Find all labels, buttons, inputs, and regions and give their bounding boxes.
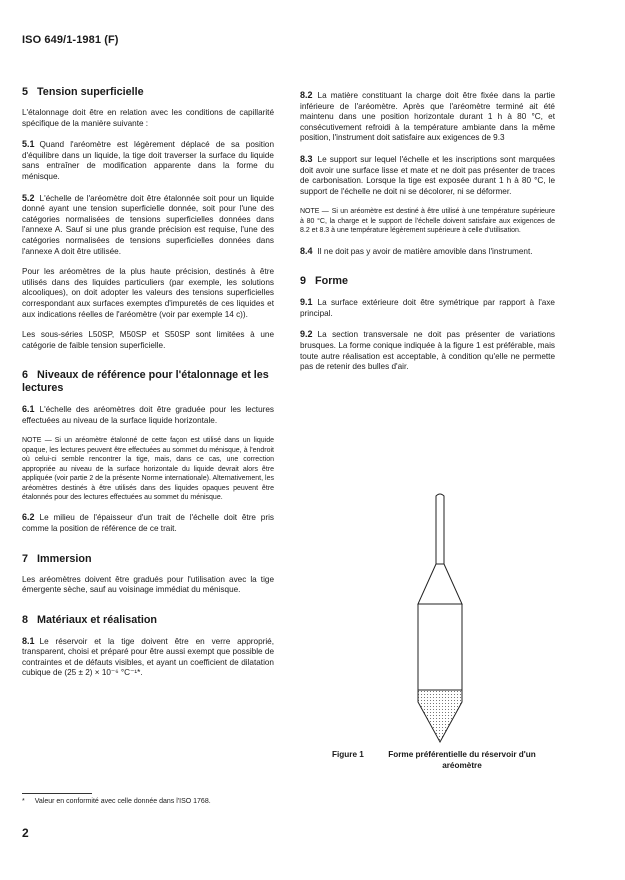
clause-text: Le support sur lequel l'échelle et les inscriptions sont marquées doit avoir une surface lisse et mate et ne doit pas présenter de traces de carbonisation. Lorsque la tige est exposée durant 1 h à 80 °C, le support de l'échelle ne doit ni se décolorer, ni se déformer. — [300, 154, 555, 196]
figure-caption-text: Forme préférentielle du réservoir d'un aréomètre — [388, 750, 536, 770]
clause-number: 8.3 — [300, 153, 313, 164]
section-title: Immersion — [37, 552, 92, 565]
clause-text: La section transversale ne doit pas présenter de variations brusques. La forme conique indiquée à la figure 1 est préférable, mais toute autre réalisation est acceptable, à condition qu'elle ne permette pas de retenir des bulles d'air. — [300, 330, 555, 372]
clause-8-4 — [300, 246, 555, 258]
footnote-text: Valeur en conformité avec celle donnée dans l'ISO 1768. — [34, 798, 211, 805]
clause-9-1 — [300, 297, 555, 319]
section-5-intro: L'étalonnage doit être en relation avec les conditions de capillarité spécifique de la manière suivante : — [22, 108, 274, 128]
section-number: 7 — [22, 552, 29, 565]
section-8-heading — [22, 614, 274, 627]
hydrometer-drawing — [405, 492, 475, 744]
note-label: NOTE — — [300, 208, 329, 216]
section-title: Tension superficielle — [37, 86, 144, 98]
clause-number: 8.4 — [300, 245, 313, 256]
clause-9-2 — [300, 329, 555, 372]
page-header: ISO 649/1-1981 (F) — [22, 34, 119, 46]
clause-text: Le réservoir et la tige doivent être en verre approprié, transparent, choisi et préparé pour être aussi exempt que possible de contraintes et de défauts visibles, et ayant un coefficient de dilatation cubique de (25 ± 2) × 10⁻⁶ °C⁻¹*. — [22, 636, 274, 678]
section-7-text: Les aréomètres doivent être gradués pour l'utilisation avec la tige émergente sèche, sauf au voisinage immédiat du ménisque. — [22, 574, 274, 595]
footnote-marker: * — [22, 798, 25, 805]
section-6-heading — [22, 369, 274, 395]
note-text: Si un aréomètre est destiné à être utilisé à une température supérieure à 80 °C, la charge et le support de l'échelle doivent satisfaire aux exigences de 8.2 et 8.3 à une température légèrement supérieure à celle d'utilisation. — [300, 208, 556, 235]
clause-6-1 — [22, 404, 274, 426]
section-number: 8 — [22, 613, 29, 626]
clause-text: Il ne doit pas y avoir de matière amovible dans l'instrument. — [317, 246, 533, 256]
clause-text: L'échelle des aréomètres doit être graduée pour les lectures effectuées au niveau de la surface liquide horizontale. — [22, 405, 274, 425]
clause-5-2-para-2: Pour les aréomètres de la plus haute précision, destinés à être utilisés dans des liquides particuliers (par exemple, les solutions alcooliques), on doit adopter les valeurs des tensions superficielles correspondant aux surfaces exemptes d'impuretés de ces liquides et aux indications réelles de l'aréomètre (voir par exemple 14 c)). — [22, 267, 274, 319]
clause-number: 6.2 — [22, 512, 35, 523]
note-text: Si un aréomètre étalonné de cette façon est utilisé dans un liquide opaque, les lectures peuvent être effectuées au sommet du ménisque, à l'endroit où celui-ci semble rencontrer la tige, mais, dans ce cas, une correction appropriée au niveau de la surface horizontale du liquide devrait alors être appliquée (voir partie 2 de la présente Norme internationale). Alternativement, les aréomètres destinés à être utilisés dans des liquides opaques peuvent être étalonnés pour des lectures effectuées au sommet du ménisque. — [22, 437, 274, 501]
clause-number: 8.2 — [300, 90, 313, 100]
clause-text: Le milieu de l'épaisseur d'un trait de l'échelle doit être pris comme la position de référence de ce trait. — [22, 513, 274, 533]
note-6-1 — [22, 436, 274, 502]
hydrometer-ballast — [418, 690, 462, 742]
clause-6-2 — [22, 512, 274, 534]
section-title: Forme — [315, 275, 349, 288]
clause-text: La matière constituant la charge doit être fixée dans la partie inférieure de l'aréomètre. Après que l'aréomètre terminé ait été maintenu dans une position horizontale durant 1 h à 80 °C, et consécutivement refroidi à la température ambiante dans la même position, l'instrument doit satisfaire aux exigences de 9.3 — [300, 91, 555, 143]
section-number: 5 — [22, 86, 29, 98]
clause-text: L'échelle de l'aréomètre doit être étalonnée soit pour un liquide donné ayant une tension superficielle donnée, soit pour l'une des catégories normalisées de tensions superficielles données dans l'annexe A. Sauf si une plus grande précision est requise, l'une des catégories normalisées de tensions superficielles données dans l'annexe A doit être utilisée. — [22, 193, 274, 256]
clause-number: 5.2 — [22, 192, 35, 203]
section-number: 6 — [22, 369, 29, 382]
clause-5-2-para-3: Les sous-séries L50SP, M50SP et S50SP sont limitées à une catégorie de faible tension superficielle. — [22, 330, 274, 350]
note-8-3 — [300, 207, 555, 235]
hydrometer-body — [418, 604, 462, 690]
clause-text: Quand l'aréomètre est légèrement déplacé de sa position d'équilibre dans un liquide, la tige doit traverser la surface du liquide sans entraîner de modification apparente dans la forme du ménisque. — [22, 140, 274, 181]
left-column — [22, 86, 274, 689]
section-title: Matériaux et réalisation — [37, 613, 158, 626]
page-number: 2 — [22, 826, 29, 840]
clause-5-1 — [22, 139, 274, 182]
clause-8-3 — [300, 154, 555, 197]
clause-8-1 — [22, 636, 274, 679]
clause-number: 9.2 — [300, 329, 313, 340]
footnote — [22, 798, 211, 805]
figure-label: Figure 1 — [332, 750, 364, 759]
right-column — [300, 90, 555, 383]
clause-5-2 — [22, 193, 274, 258]
clause-number: 9.1 — [300, 297, 313, 308]
section-title: Niveaux de référence pour l'étalonnage et les lectures — [22, 369, 269, 395]
clause-8-2 — [300, 90, 555, 144]
clause-number: 8.1 — [22, 635, 35, 646]
section-number: 9 — [300, 275, 307, 288]
clause-text: La surface extérieure doit être symétrique par rapport à l'axe principal. — [300, 298, 555, 318]
hydrometer-figure — [405, 492, 475, 744]
section-5-heading — [22, 86, 274, 99]
clause-number: 6.1 — [22, 404, 35, 415]
footnote-divider — [22, 793, 92, 794]
hydrometer-stem — [436, 494, 444, 564]
section-7-heading — [22, 553, 274, 566]
hydrometer-upper-cone — [418, 564, 462, 604]
note-label: NOTE — — [22, 437, 52, 445]
figure-caption — [332, 750, 552, 771]
section-9-heading — [300, 275, 555, 288]
clause-number: 5.1 — [22, 139, 35, 150]
